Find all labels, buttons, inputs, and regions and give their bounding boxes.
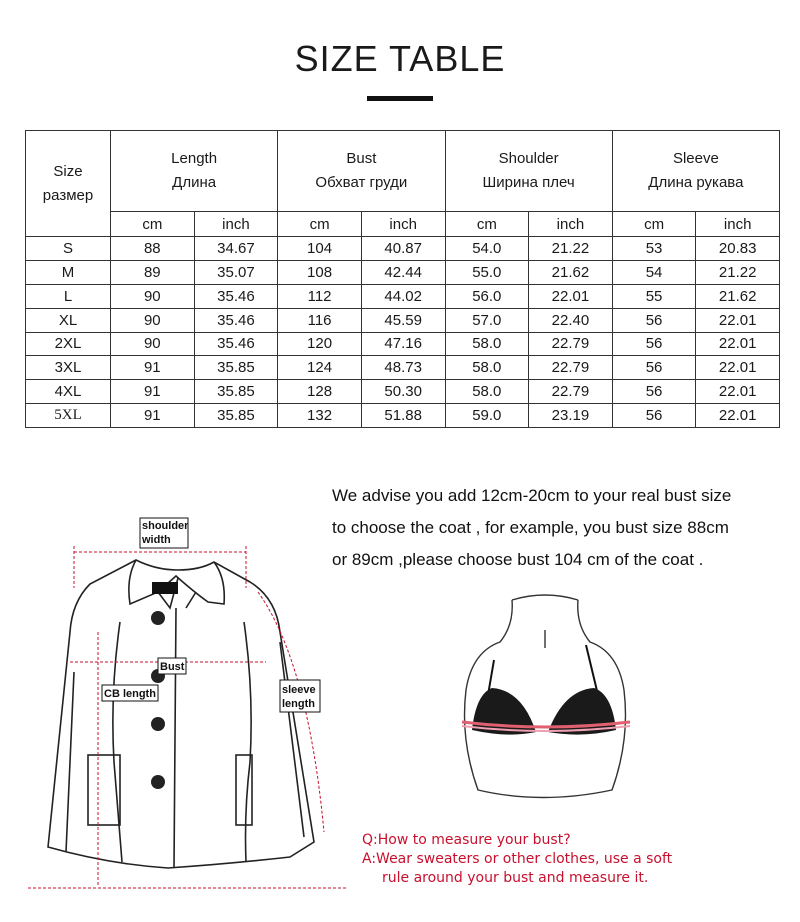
coat-button	[151, 717, 165, 731]
unit-cell: cm	[445, 212, 529, 237]
size-cell: 2XL	[26, 332, 111, 356]
table-row	[26, 332, 780, 356]
coat-diagram	[18, 512, 348, 912]
table-cell: 22.01	[696, 380, 780, 404]
table-cell: 22.79	[529, 332, 613, 356]
table-cell: 91	[111, 404, 195, 428]
table-cell: 23.19	[529, 404, 613, 428]
table-cell: 91	[111, 356, 195, 380]
advice-line: or 89cm ,please choose bust 104 cm of the coat .	[332, 550, 704, 569]
table-row	[26, 380, 780, 404]
table-cell: 55	[612, 284, 696, 308]
size-cell: S	[26, 237, 111, 261]
table-cell: 58.0	[445, 356, 529, 380]
shoulder-measure-line	[74, 546, 246, 588]
page-title: SIZE TABLE	[294, 38, 506, 79]
table-cell: 21.22	[529, 237, 613, 261]
table-cell: 35.85	[194, 380, 278, 404]
table-cell: 22.01	[696, 332, 780, 356]
table-cell: 22.01	[696, 308, 780, 332]
table-cell: 47.16	[361, 332, 445, 356]
coat-button	[151, 611, 165, 625]
table-cell: 56	[612, 356, 696, 380]
table-cell: 112	[278, 284, 362, 308]
shoulder-header: Shoulder Ширина плеч	[445, 131, 612, 212]
table-row	[26, 356, 780, 380]
table-cell: 56	[612, 380, 696, 404]
table-cell: 124	[278, 356, 362, 380]
table-cell: 116	[278, 308, 362, 332]
table-row	[26, 237, 780, 261]
table-cell: 35.46	[194, 332, 278, 356]
table-cell: 48.73	[361, 356, 445, 380]
size-cell: 4XL	[26, 380, 111, 404]
unit-cell: cm	[278, 212, 362, 237]
table-cell: 50.30	[361, 380, 445, 404]
unit-cell: inch	[529, 212, 613, 237]
table-cell: 45.59	[361, 308, 445, 332]
size-cell: XL	[26, 308, 111, 332]
table-cell: 90	[111, 284, 195, 308]
table-cell: 54.0	[445, 237, 529, 261]
bust-mannequin	[452, 590, 642, 810]
unit-cell: inch	[361, 212, 445, 237]
sleeve-header: Sleeve Длина рукава	[612, 131, 779, 212]
qa-answer-line: rule around your bust and measure it.	[382, 870, 649, 886]
size-header: Size размер	[26, 131, 111, 237]
size-table-body	[26, 237, 780, 428]
table-cell: 58.0	[445, 380, 529, 404]
table-cell: 35.46	[194, 308, 278, 332]
table-cell: 21.22	[696, 260, 780, 284]
table-cell: 35.07	[194, 260, 278, 284]
table-cell: 51.88	[361, 404, 445, 428]
table-cell: 57.0	[445, 308, 529, 332]
table-cell: 56.0	[445, 284, 529, 308]
coat-button	[151, 775, 165, 789]
advice-line: We advise you add 12cm-20cm to your real bust size	[332, 486, 732, 505]
table-row	[26, 284, 780, 308]
table-cell: 56	[612, 308, 696, 332]
shoulder-label-1: shoulder	[142, 520, 189, 532]
table-cell: 90	[111, 308, 195, 332]
size-advice	[332, 480, 792, 576]
table-row	[26, 404, 780, 428]
bust-label: Bust	[160, 661, 185, 673]
unit-row	[26, 212, 780, 237]
table-cell: 54	[612, 260, 696, 284]
size-table	[25, 130, 780, 428]
advice-line: to choose the coat , for example, you bust size 88cm	[332, 518, 729, 537]
table-cell: 90	[111, 332, 195, 356]
sleeve-label-2: length	[282, 698, 315, 710]
table-cell: 22.79	[529, 356, 613, 380]
table-cell: 58.0	[445, 332, 529, 356]
table-cell: 21.62	[529, 260, 613, 284]
table-cell: 22.79	[529, 380, 613, 404]
unit-cell: inch	[194, 212, 278, 237]
table-cell: 35.85	[194, 404, 278, 428]
table-cell: 22.01	[696, 404, 780, 428]
table-cell: 91	[111, 380, 195, 404]
sleeve-label-1: sleeve	[282, 684, 316, 696]
table-cell: 40.87	[361, 237, 445, 261]
measure-instructions	[362, 831, 672, 888]
unit-cell: cm	[111, 212, 195, 237]
table-cell: 128	[278, 380, 362, 404]
size-cell: M	[26, 260, 111, 284]
table-cell: 22.40	[529, 308, 613, 332]
table-cell: 34.67	[194, 237, 278, 261]
size-cell: 3XL	[26, 356, 111, 380]
size-cell: 5XL	[26, 404, 111, 428]
table-cell: 22.01	[696, 356, 780, 380]
qa-question: Q:How to measure your bust?	[362, 832, 571, 848]
shoulder-label-2: width	[142, 534, 171, 546]
table-cell: 42.44	[361, 260, 445, 284]
table-cell: 55.0	[445, 260, 529, 284]
table-cell: 53	[612, 237, 696, 261]
unit-cell: inch	[696, 212, 780, 237]
cb-length-label: CB length	[104, 688, 156, 700]
table-cell: 88	[111, 237, 195, 261]
length-header: Length Длина	[111, 131, 278, 212]
table-cell: 104	[278, 237, 362, 261]
table-cell: 108	[278, 260, 362, 284]
qa-answer-line: A:Wear sweaters or other clothes, use a soft	[362, 851, 673, 867]
table-row	[26, 260, 780, 284]
table-cell: 120	[278, 332, 362, 356]
table-cell: 21.62	[696, 284, 780, 308]
table-cell: 89	[111, 260, 195, 284]
table-cell: 44.02	[361, 284, 445, 308]
size-cell: L	[26, 284, 111, 308]
table-cell: 59.0	[445, 404, 529, 428]
table-cell: 56	[612, 332, 696, 356]
table-cell: 56	[612, 404, 696, 428]
unit-cell: cm	[612, 212, 696, 237]
table-cell: 132	[278, 404, 362, 428]
left-pocket	[88, 755, 120, 825]
table-cell: 35.85	[194, 356, 278, 380]
bust-header: Bust Обхват груди	[278, 131, 445, 212]
title-underline	[367, 96, 433, 101]
table-cell: 20.83	[696, 237, 780, 261]
table-row	[26, 308, 780, 332]
table-cell: 22.01	[529, 284, 613, 308]
table-cell: 35.46	[194, 284, 278, 308]
